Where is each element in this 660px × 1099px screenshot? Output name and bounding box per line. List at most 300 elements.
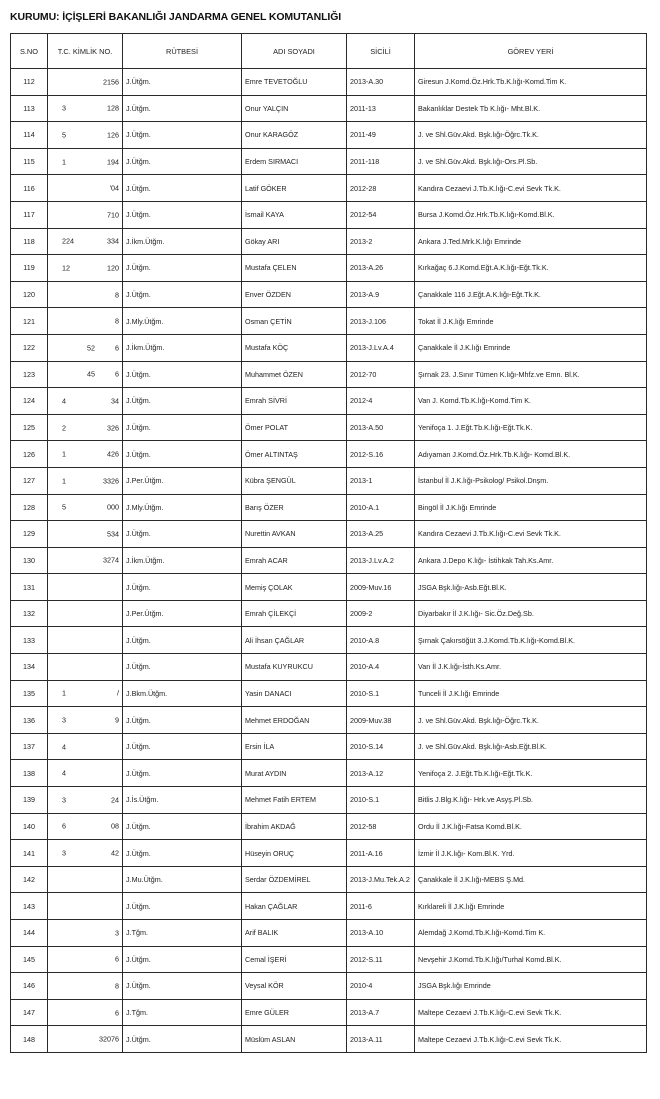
tc-no-fragment-right: 2156 (103, 77, 119, 87)
cell-rank: J.Ütğm. (123, 521, 242, 548)
table-row (11, 494, 647, 521)
column-header-duty: GÖREV YERİ (415, 34, 647, 69)
cell-tc-no (48, 574, 123, 601)
cell-tc-no (48, 733, 123, 760)
tc-no-fragment-right: 8 (115, 981, 119, 991)
cell-sno: 135 (11, 680, 48, 707)
cell-sno: 139 (11, 787, 48, 814)
tc-no-fragment-right: 6 (115, 1008, 119, 1018)
cell-rank: J.İkm.Ütğm. (123, 334, 242, 361)
tc-no-fragment-left: 1 (62, 476, 66, 486)
tc-no-fragment-left: 3 (62, 848, 66, 858)
cell-duty: Giresun J.Komd.Öz.Hrk.Tb.K.lığı-Komd.Tim K. (415, 69, 647, 96)
cell-tc-no (48, 255, 123, 282)
table-row (11, 920, 647, 947)
cell-sno: 144 (11, 920, 48, 947)
tc-no-fragment-right: 194 (107, 157, 119, 167)
cell-name: Kübra ŞENGÜL (242, 467, 347, 494)
column-header-sno: S.NO (11, 34, 48, 69)
tc-no-fragment-right: 128 (107, 103, 119, 113)
cell-rank: J.Ütğm. (123, 255, 242, 282)
cell-sicil: 2012-28 (347, 175, 415, 202)
cell-sicil: 2009-Muv.38 (347, 707, 415, 734)
cell-tc-no (48, 600, 123, 627)
cell-sicil: 2013-A.7 (347, 999, 415, 1026)
cell-tc-no (48, 281, 123, 308)
table-header (11, 34, 647, 69)
cell-tc-no (48, 547, 123, 574)
cell-name: Emrah ACAR (242, 547, 347, 574)
table-row (11, 414, 647, 441)
tc-no-fragment-right: 534 (107, 529, 119, 539)
tc-no-fragment-right: 126 (107, 130, 119, 140)
cell-sno: 121 (11, 308, 48, 335)
cell-rank: J.Ütğm. (123, 733, 242, 760)
cell-duty: Maltepe Cezaevi J.Tb.K.lığı-C.evi Sevk Tk.K. (415, 1026, 647, 1053)
cell-name: Müslüm ASLAN (242, 1026, 347, 1053)
cell-sno: 141 (11, 840, 48, 867)
tc-no-fragment-left: 6 (62, 821, 66, 831)
cell-rank: J.Ütğm. (123, 973, 242, 1000)
column-header-tc-no: T.C. KİMLİK NO. (48, 34, 123, 69)
cell-name: Emrah ÇİLEKÇİ (242, 600, 347, 627)
cell-sno: 136 (11, 707, 48, 734)
tc-no-fragment-middle: 52 (87, 343, 95, 353)
cell-name: Memiş ÇOLAK (242, 574, 347, 601)
cell-rank: J.İkm.Ütğm. (123, 228, 242, 255)
cell-sicil: 2011-A.16 (347, 840, 415, 867)
table-row (11, 946, 647, 973)
cell-sicil: 2012-70 (347, 361, 415, 388)
cell-duty: Ankara J.Ted.Mrk.K.lığı Emrinde (415, 228, 647, 255)
cell-sno: 143 (11, 893, 48, 920)
cell-name: Ömer ALTINTAŞ (242, 441, 347, 468)
cell-sicil: 2009-2 (347, 600, 415, 627)
tc-no-fragment-right: 08 (111, 821, 119, 831)
cell-tc-no (48, 920, 123, 947)
cell-rank: J.Ütğm. (123, 813, 242, 840)
table-row (11, 122, 647, 149)
cell-tc-no (48, 627, 123, 654)
cell-tc-no (48, 148, 123, 175)
cell-sno: 134 (11, 654, 48, 681)
cell-tc-no (48, 175, 123, 202)
cell-duty: Ordu İl J.K.lığı-Fatsa Komd.Bl.K. (415, 813, 647, 840)
cell-tc-no (48, 760, 123, 787)
tc-no-fragment-left: 1 (62, 449, 66, 459)
cell-rank: J.Ütğm. (123, 388, 242, 415)
cell-name: İbrahim AKDAĞ (242, 813, 347, 840)
cell-rank: J.Ütğm. (123, 760, 242, 787)
cell-duty: Tunceli İl J.K.lığı Emrinde (415, 680, 647, 707)
cell-duty: Şırnak Çakırsöğüt 3.J.Komd.Tb.K.lığı-Komd.Bl.K. (415, 627, 647, 654)
cell-duty: Yenifoça 1. J.Eğt.Tb.K.lığı-Eğt.Tk.K. (415, 414, 647, 441)
cell-sicil: 2013-J.Lv.A.4 (347, 334, 415, 361)
cell-tc-no (48, 494, 123, 521)
cell-tc-no (48, 840, 123, 867)
cell-sno: 114 (11, 122, 48, 149)
table-row (11, 973, 647, 1000)
cell-sno: 122 (11, 334, 48, 361)
table-row (11, 654, 647, 681)
cell-name: Mehmet Fatih ERTEM (242, 787, 347, 814)
cell-name: Veysal KÖR (242, 973, 347, 1000)
cell-duty: Çanakkale 116 J.Eğt.A.K.lığı-Eğt.Tk.K. (415, 281, 647, 308)
cell-tc-no (48, 467, 123, 494)
cell-rank: J.Ütğm. (123, 707, 242, 734)
tc-no-fragment-left: 4 (62, 742, 66, 752)
cell-sno: 116 (11, 175, 48, 202)
cell-rank: J.Ütğm. (123, 148, 242, 175)
cell-tc-no (48, 69, 123, 96)
cell-sicil: 2010-A.8 (347, 627, 415, 654)
cell-sicil: 2013-A.10 (347, 920, 415, 947)
cell-sicil: 2010-A.4 (347, 654, 415, 681)
cell-sicil: 2012-54 (347, 201, 415, 228)
table-row (11, 308, 647, 335)
cell-tc-no (48, 787, 123, 814)
tc-no-fragment-left: 2 (62, 423, 66, 433)
tc-no-fragment-left: 4 (62, 768, 66, 778)
cell-sno: 127 (11, 467, 48, 494)
cell-tc-no (48, 1026, 123, 1053)
cell-rank: J.Mu.Ütğm. (123, 866, 242, 893)
table-row (11, 69, 647, 96)
table-row (11, 228, 647, 255)
cell-rank: J.Ütğm. (123, 893, 242, 920)
cell-tc-no (48, 388, 123, 415)
table-row (11, 441, 647, 468)
cell-duty: Bitlis J.Blg.K.lığı- Hrk.ve Asyş.Pl.Sb. (415, 787, 647, 814)
tc-no-fragment-left: 3 (62, 715, 66, 725)
cell-rank: J.Ütğm. (123, 69, 242, 96)
cell-sicil: 2012-4 (347, 388, 415, 415)
table-row (11, 201, 647, 228)
cell-rank: J.Ütğm. (123, 654, 242, 681)
cell-sicil: 2013-J.106 (347, 308, 415, 335)
tc-no-fragment-right: 426 (107, 449, 119, 459)
cell-duty: Nevşehir J.Komd.Tb.K.lığı/Turhal Komd.Bl.K. (415, 946, 647, 973)
cell-tc-no (48, 414, 123, 441)
cell-rank: J.Per.Ütğm. (123, 467, 242, 494)
column-header-name: ADI SOYADI (242, 34, 347, 69)
tc-no-fragment-left: 1 (62, 157, 66, 167)
tc-no-fragment-left: 3 (62, 795, 66, 805)
cell-duty: J. ve Shl.Güv.Akd. Bşk.lığı-Asb.Eğt.Bl.K. (415, 733, 647, 760)
cell-tc-no (48, 122, 123, 149)
tc-no-fragment-left: 3 (62, 103, 66, 113)
cell-sno: 113 (11, 95, 48, 122)
tc-no-fragment-right: 6 (115, 369, 119, 379)
cell-name: Mustafa ÇELEN (242, 255, 347, 282)
tc-no-fragment-left: 12 (62, 263, 70, 273)
table-row (11, 574, 647, 601)
cell-rank: J.Tğm. (123, 920, 242, 947)
cell-sno: 128 (11, 494, 48, 521)
cell-name: Emre TEVETOĞLU (242, 69, 347, 96)
cell-sicil: 2013-J.Mu.Tek.A.2 (347, 866, 415, 893)
table-row (11, 334, 647, 361)
table-row (11, 600, 647, 627)
cell-sicil: 2011-13 (347, 95, 415, 122)
tc-no-fragment-right: 42 (111, 848, 119, 858)
cell-name: Barış ÖZER (242, 494, 347, 521)
tc-no-fragment-left: 1 (62, 688, 66, 698)
cell-duty: İstanbul İl J.K.lığı-Psikolog/ Psikol.Dnşm. (415, 467, 647, 494)
tc-no-fragment-right: 24 (111, 795, 119, 805)
cell-duty: Kırklareli İl J.K.lığı Emrinde (415, 893, 647, 920)
cell-name: Nurettin AVKAN (242, 521, 347, 548)
tc-no-fragment-right: 32076 (99, 1034, 119, 1044)
personnel-table (10, 33, 647, 1053)
cell-duty: İzmir İl J.K.lığı- Kom.Bl.K. Yrd. (415, 840, 647, 867)
tc-no-fragment-left: 224 (62, 236, 74, 246)
cell-sicil: 2012-S.16 (347, 441, 415, 468)
cell-rank: J.Ütğm. (123, 122, 242, 149)
document-title: KURUMU: İÇİŞLERİ BAKANLIĞI JANDARMA GENEL KOMUTANLIĞI (10, 11, 342, 23)
cell-rank: J.Ütğm. (123, 361, 242, 388)
cell-sicil: 2009-Muv.16 (347, 574, 415, 601)
cell-sno: 115 (11, 148, 48, 175)
tc-no-fragment-right: 3326 (103, 476, 119, 486)
cell-sno: 147 (11, 999, 48, 1026)
cell-duty: Bursa J.Komd.Öz.Hrk.Tb.K.lığı-Komd.Bl.K. (415, 201, 647, 228)
table-row (11, 255, 647, 282)
table-row (11, 547, 647, 574)
cell-sno: 126 (11, 441, 48, 468)
cell-duty: Çanakkale İl J.K.lığı Emrinde (415, 334, 647, 361)
cell-rank: J.Ütğm. (123, 201, 242, 228)
cell-tc-no (48, 95, 123, 122)
cell-rank: J.İs.Ütğm. (123, 787, 242, 814)
cell-rank: J.Ütğm. (123, 946, 242, 973)
cell-rank: J.Ütğm. (123, 574, 242, 601)
cell-name: Arif BALIK (242, 920, 347, 947)
table-row (11, 813, 647, 840)
table-row (11, 148, 647, 175)
tc-no-fragment-left: 5 (62, 130, 66, 140)
table-row (11, 707, 647, 734)
cell-name: Murat AYDIN (242, 760, 347, 787)
cell-sicil: 2011-6 (347, 893, 415, 920)
cell-sicil: 2013-A.9 (347, 281, 415, 308)
cell-duty: J. ve Shl.Güv.Akd. Bşk.lığı-Ors.Pl.Sb. (415, 148, 647, 175)
cell-tc-no (48, 973, 123, 1000)
cell-name: Emrah SİVRİ (242, 388, 347, 415)
cell-sno: 148 (11, 1026, 48, 1053)
cell-tc-no (48, 228, 123, 255)
cell-rank: J.Ütğm. (123, 281, 242, 308)
tc-no-fragment-right: 334 (107, 236, 119, 246)
cell-sno: 133 (11, 627, 48, 654)
table-row (11, 840, 647, 867)
cell-sno: 119 (11, 255, 48, 282)
cell-duty: Yenifoça 2. J.Eğt.Tb.K.lığı-Eğt.Tk.K. (415, 760, 647, 787)
cell-sicil: 2010-S.1 (347, 680, 415, 707)
cell-sicil: 2013-A.50 (347, 414, 415, 441)
cell-tc-no (48, 521, 123, 548)
cell-duty: Kandıra Cezaevi J.Tb.K.lığı-C.evi Sevk Tk.K. (415, 175, 647, 202)
table-row (11, 388, 647, 415)
tc-no-fragment-left: 4 (62, 396, 66, 406)
cell-sicil: 2010-4 (347, 973, 415, 1000)
cell-name: Osman ÇETİN (242, 308, 347, 335)
tc-no-fragment-right: 6 (115, 343, 119, 353)
cell-rank: J.Ütğm. (123, 175, 242, 202)
cell-sicil: 2012-58 (347, 813, 415, 840)
table-row (11, 760, 647, 787)
table-row (11, 521, 647, 548)
cell-sicil: 2011-49 (347, 122, 415, 149)
cell-tc-no (48, 361, 123, 388)
cell-duty: Kandıra Cezaevi J.Tb.K.lığı-C.evi Sevk Tk.K. (415, 521, 647, 548)
cell-sno: 123 (11, 361, 48, 388)
cell-tc-no (48, 946, 123, 973)
cell-sno: 132 (11, 600, 48, 627)
cell-duty: Alemdağ J.Komd.Tb.K.lığı-Komd.Tim K. (415, 920, 647, 947)
tc-no-fragment-right: / (117, 688, 119, 698)
cell-rank: J.Ütğm. (123, 840, 242, 867)
cell-sicil: 2013-A.25 (347, 521, 415, 548)
cell-duty: Diyarbakır İl J.K.lığı- Sic.Öz.Değ.Sb. (415, 600, 647, 627)
cell-duty: J. ve Shl.Güv.Akd. Bşk.lığı-Öğrc.Tk.K. (415, 707, 647, 734)
cell-duty: Kırkağaç 6.J.Komd.Eğt.A.K.lığı-Eğt.Tk.K. (415, 255, 647, 282)
cell-name: Serdar ÖZDEMİREL (242, 866, 347, 893)
cell-name: Emre GÜLER (242, 999, 347, 1026)
table-row (11, 893, 647, 920)
cell-sno: 142 (11, 866, 48, 893)
cell-tc-no (48, 813, 123, 840)
cell-duty: Adıyaman J.Komd.Öz.Hrk.Tb.K.lığı- Komd.Bl.K. (415, 441, 647, 468)
tc-no-fragment-right: 000 (107, 502, 119, 512)
cell-rank: J.Per.Ütğm. (123, 600, 242, 627)
cell-sicil: 2011-118 (347, 148, 415, 175)
cell-rank: J.Bkm.Ütğm. (123, 680, 242, 707)
cell-name: Gökay ARI (242, 228, 347, 255)
cell-sno: 124 (11, 388, 48, 415)
cell-name: Muhammet ÖZEN (242, 361, 347, 388)
table-row (11, 361, 647, 388)
cell-rank: J.Ütğm. (123, 95, 242, 122)
table-row (11, 627, 647, 654)
cell-duty: Tokat İl J.K.lığı Emrinde (415, 308, 647, 335)
cell-duty: Bakanlıklar Destek Tb K.lığı- Mht.Bl.K. (415, 95, 647, 122)
cell-rank: J.Mly.Ütğm. (123, 308, 242, 335)
cell-sicil: 2010-A.1 (347, 494, 415, 521)
cell-tc-no (48, 334, 123, 361)
tc-no-fragment-right: 9 (115, 715, 119, 725)
table-row (11, 1026, 647, 1053)
cell-sno: 125 (11, 414, 48, 441)
cell-duty: Van İl J.K.lığı-İsth.Ks.Amr. (415, 654, 647, 681)
cell-name: Ömer POLAT (242, 414, 347, 441)
table-row (11, 733, 647, 760)
cell-sno: 138 (11, 760, 48, 787)
cell-name: Onur YALÇIN (242, 95, 347, 122)
table-row (11, 175, 647, 202)
tc-no-fragment-right: 710 (107, 210, 119, 220)
table-row (11, 680, 647, 707)
cell-duty: J. ve Shl.Güv.Akd. Bşk.lığı-Öğrc.Tk.K. (415, 122, 647, 149)
cell-duty: Van J. Komd.Tb.K.lığı-Komd.Tim K. (415, 388, 647, 415)
cell-name: Mustafa KUYRUKCU (242, 654, 347, 681)
cell-rank: J.İkm.Ütğm. (123, 547, 242, 574)
cell-name: Ersin İLA (242, 733, 347, 760)
cell-name: Yasin DANACI (242, 680, 347, 707)
table-row (11, 281, 647, 308)
tc-no-fragment-right: 8 (115, 290, 119, 300)
cell-duty: Çanakkale İl J.K.lığı-MEBS Ş.Md. (415, 866, 647, 893)
cell-tc-no (48, 866, 123, 893)
table-row (11, 787, 647, 814)
cell-tc-no (48, 680, 123, 707)
cell-rank: J.Ütğm. (123, 441, 242, 468)
column-header-rank: RÜTBESİ (123, 34, 242, 69)
cell-sno: 140 (11, 813, 48, 840)
cell-name: Mehmet ERDOĞAN (242, 707, 347, 734)
cell-tc-no (48, 707, 123, 734)
table-row (11, 999, 647, 1026)
cell-name: Hüseyin ORUÇ (242, 840, 347, 867)
cell-sno: 117 (11, 201, 48, 228)
cell-sno: 137 (11, 733, 48, 760)
cell-rank: J.Ütğm. (123, 1026, 242, 1053)
cell-sno: 129 (11, 521, 48, 548)
cell-rank: J.Ütğm. (123, 627, 242, 654)
cell-name: Onur KARAGÖZ (242, 122, 347, 149)
tc-no-fragment-right: 3274 (103, 555, 119, 565)
cell-sno: 145 (11, 946, 48, 973)
cell-sicil: 2010-S.1 (347, 787, 415, 814)
cell-tc-no (48, 893, 123, 920)
cell-name: Cemal İŞERİ (242, 946, 347, 973)
tc-no-fragment-right: '04 (109, 183, 119, 193)
tc-no-fragment-right: 326 (107, 423, 119, 433)
cell-sno: 118 (11, 228, 48, 255)
cell-tc-no (48, 999, 123, 1026)
cell-name: Ali İhsan ÇAĞLAR (242, 627, 347, 654)
cell-name: Mustafa KÖÇ (242, 334, 347, 361)
cell-sno: 146 (11, 973, 48, 1000)
cell-duty: Bingöl İl J.K.lığı Emrinde (415, 494, 647, 521)
cell-sicil: 2013-A.30 (347, 69, 415, 96)
cell-sno: 130 (11, 547, 48, 574)
cell-duty: Şırnak 23. J.Sınır Tümen K.lığı-Mhfz.ve Emn. Bl.K. (415, 361, 647, 388)
table-body (11, 69, 647, 1053)
table-row (11, 866, 647, 893)
cell-duty: JSGA Bşk.lığı-Asb.Eğt.Bl.K. (415, 574, 647, 601)
tc-no-fragment-middle: 45 (87, 369, 95, 379)
cell-name: Erdem SIRMACI (242, 148, 347, 175)
table-row (11, 95, 647, 122)
cell-sicil: 2012-S.11 (347, 946, 415, 973)
tc-no-fragment-left: 5 (62, 502, 66, 512)
cell-tc-no (48, 441, 123, 468)
cell-rank: J.Tğm. (123, 999, 242, 1026)
cell-name: Enver ÖZDEN (242, 281, 347, 308)
cell-sicil: 2013-1 (347, 467, 415, 494)
cell-name: İsmail KAYA (242, 201, 347, 228)
cell-duty: Ankara J.Depo K.lığı- İstihkak Tah.Ks.Amr. (415, 547, 647, 574)
cell-sicil: 2013-J.Lv.A.2 (347, 547, 415, 574)
cell-rank: J.Ütğm. (123, 414, 242, 441)
header-row (11, 34, 647, 69)
cell-rank: J.Mly.Ütğm. (123, 494, 242, 521)
tc-no-fragment-right: 3 (115, 928, 119, 938)
cell-sicil: 2013-2 (347, 228, 415, 255)
cell-duty: JSGA Bşk.lığı Emrinde (415, 973, 647, 1000)
cell-name: Latif GÖKER (242, 175, 347, 202)
